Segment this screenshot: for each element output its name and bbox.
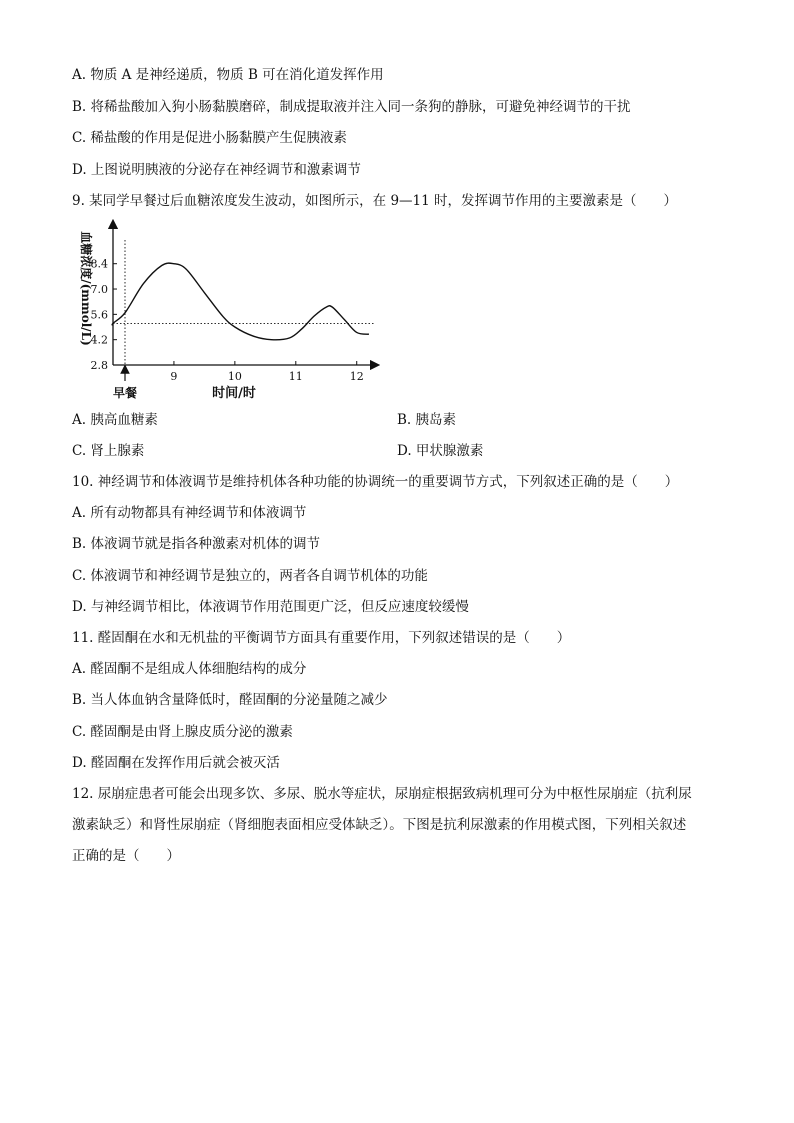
- q8-option-d: D. 上图说明胰液的分泌存在神经调节和激素调节: [72, 162, 361, 178]
- y-tick-label: 7.0: [90, 283, 108, 297]
- blood-glucose-chart: [70, 212, 390, 412]
- x-tick-label: 11: [288, 370, 303, 383]
- x-axis-label: 时间/时: [212, 386, 256, 401]
- x-tick-label: 10: [227, 370, 242, 383]
- q9-option-a: A. 胰高血糖素: [72, 412, 158, 428]
- y-tick-label: 2.8: [90, 359, 108, 372]
- q11-stem: 11. 醛固酮在水和无机盐的平衡调节方面具有重要作用，下列叙述错误的是（ ）: [72, 630, 571, 646]
- q11-option-d: D. 醛固酮在发挥作用后就会被灭活: [72, 755, 280, 771]
- y-tick-label: 4.2: [90, 333, 108, 347]
- q9-option-b: B. 胰岛素: [397, 412, 457, 428]
- q9-option-d: D. 甲状腺激素: [397, 443, 484, 459]
- glucose-series-line: [112, 263, 369, 340]
- q11-option-c: C. 醛固酮是由肾上腺皮质分泌的激素: [72, 724, 293, 740]
- q8-option-c: C. 稀盐酸的作用是促进小肠黏膜产生促胰液素: [72, 130, 347, 146]
- q10-stem: 10. 神经调节和体液调节是维持机体各种功能的协调统一的重要调节方式，下列叙述正确的是（ ）: [72, 474, 679, 490]
- q11-option-b: B. 当人体血钠含量降低时，醛固酮的分泌量随之减少: [72, 692, 388, 708]
- q8-option-a: A. 物质 A 是神经递质，物质 B 可在消化道发挥作用: [72, 67, 384, 83]
- q10-option-d: D. 与神经调节相比，体液调节作用范围更广泛，但反应速度较缓慢: [72, 599, 469, 615]
- y-axis-label: 血糖浓度/(mmol/L): [79, 231, 93, 346]
- q12-line-2: 激素缺乏）和肾性尿崩症（肾细胞表面相应受体缺乏）。下图是抗利尿激素的作用模式图，下列相关叙述: [72, 817, 687, 833]
- q10-option-c: C. 体液调节和神经调节是独立的，两者各自调节机体的功能: [72, 568, 428, 584]
- q10-option-b: B. 体液调节就是指各种激素对机体的调节: [72, 536, 321, 552]
- q9-stem: 9. 某同学早餐过后血糖浓度发生波动，如图所示，在 9—11 时，发挥调节作用的主要激素是（ ）: [72, 193, 678, 209]
- q9-option-c: C. 肾上腺素: [72, 443, 145, 459]
- q10-option-a: A. 所有动物都具有神经调节和体液调节: [72, 505, 307, 521]
- q8-option-b: B. 将稀盐酸加入狗小肠黏膜磨碎，制成提取液并注入同一条狗的静脉，可避免神经调节的干扰: [72, 99, 631, 115]
- y-tick-label: 5.6: [90, 308, 108, 322]
- x-tick-label: 12: [349, 370, 364, 383]
- y-tick-label: 8.4: [90, 257, 108, 271]
- x-tick-label: 9: [170, 370, 178, 383]
- q12-line-1: 12. 尿崩症患者可能会出现多饮、多尿、脱水等症状，尿崩症根据致病机理可分为中枢性尿崩症（抗利尿: [72, 786, 692, 802]
- q12-line-3: 正确的是（ ）: [72, 848, 180, 864]
- q11-option-a: A. 醛固酮不是组成人体细胞结构的成分: [72, 661, 307, 677]
- breakfast-label: 早餐: [112, 386, 138, 400]
